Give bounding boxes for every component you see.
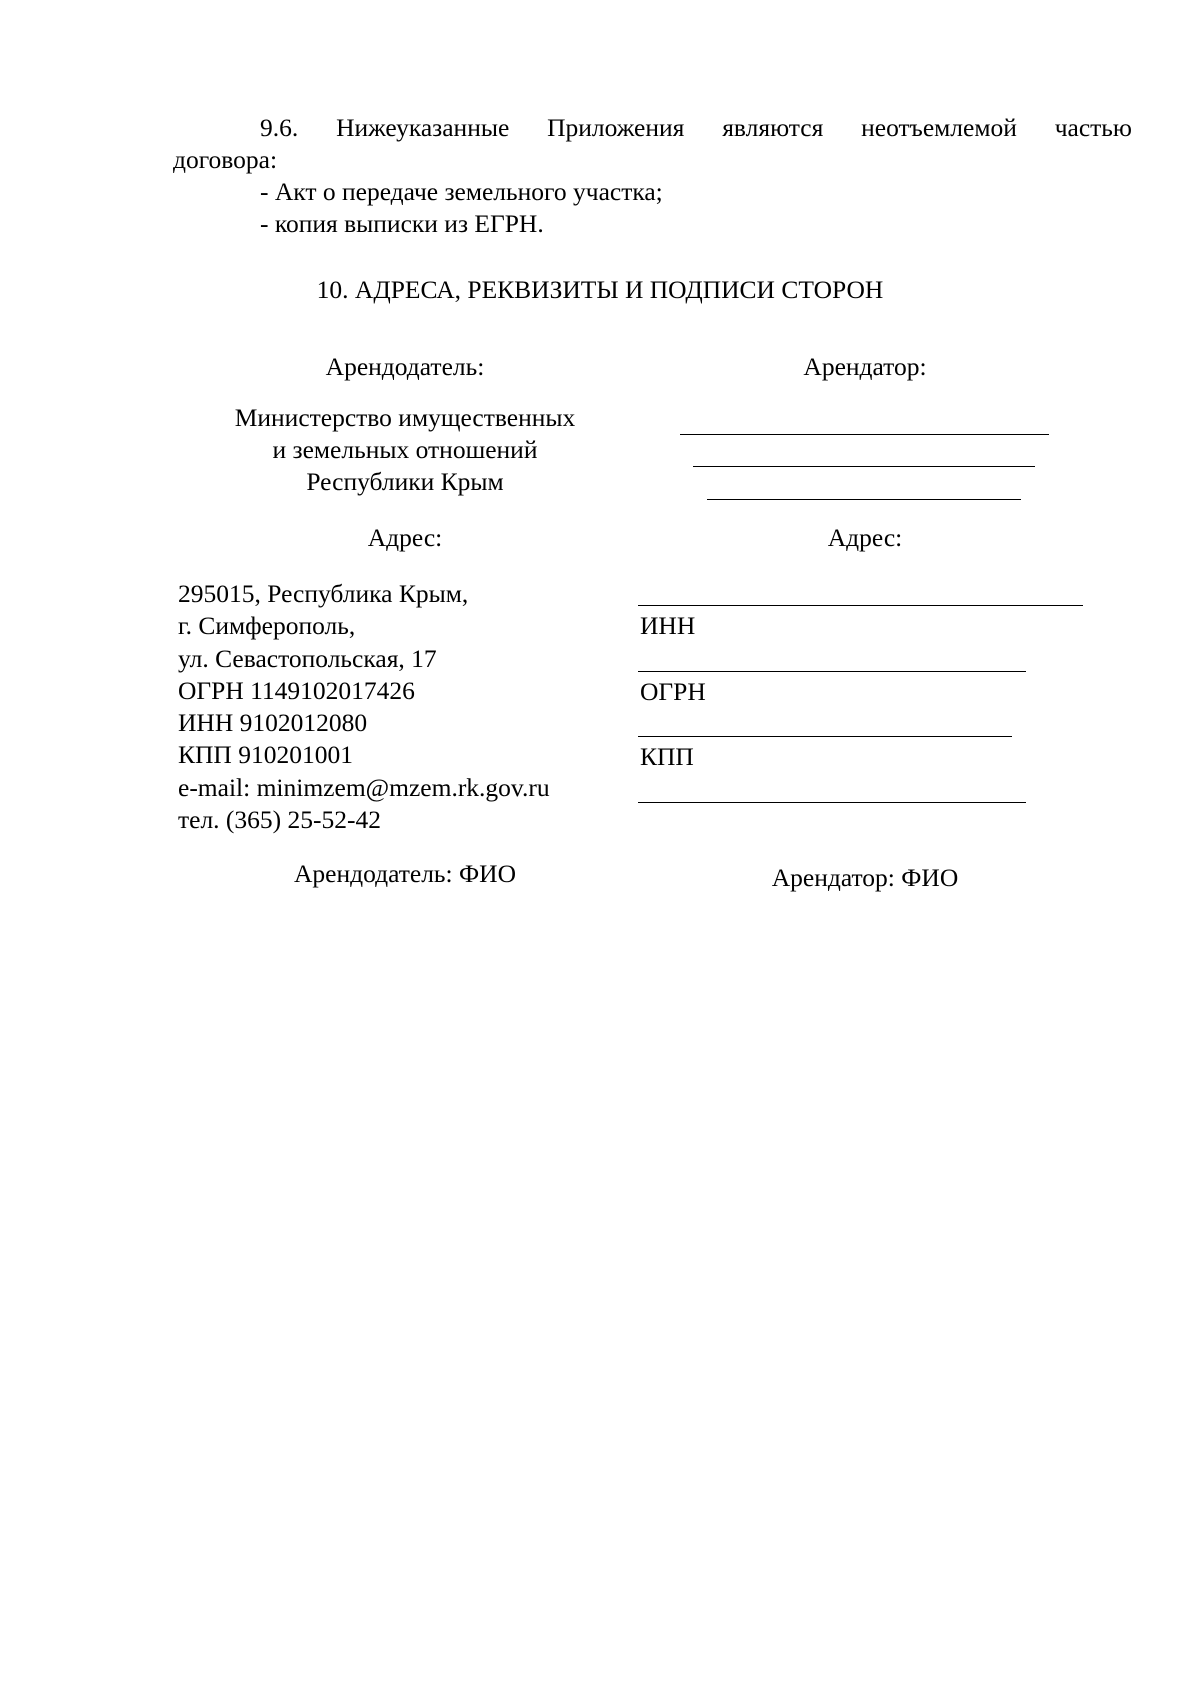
tenant-name-blank-line xyxy=(680,434,1049,435)
landlord-detail-line: г. Симферополь, xyxy=(178,611,356,640)
landlord-org-line: Министерство имущественных xyxy=(234,403,576,432)
appendix-item: - Акт о передаче земельного участка; xyxy=(260,177,663,206)
clause-word: являются xyxy=(722,113,824,142)
clause-word: Приложения xyxy=(547,113,685,142)
tenant-signature: Арендатор: ФИО xyxy=(771,863,959,892)
landlord-detail-line: ул. Севастопольская, 17 xyxy=(178,644,437,673)
appendix-item: - копия выписки из ЕГРН. xyxy=(260,209,544,238)
landlord-address-heading: Адрес: xyxy=(367,523,443,552)
clause-word: неотъемлемой xyxy=(861,113,1017,142)
landlord-kpp: КПП 910201001 xyxy=(178,740,353,769)
landlord-detail-line: 295015, Республика Крым, xyxy=(178,579,469,608)
section-title: 10. АДРЕСА, РЕКВИЗИТЫ И ПОДПИСИ СТОРОН xyxy=(316,275,884,304)
landlord-org-line: и земельных отношений xyxy=(272,435,538,464)
tenant-inn-blank-line xyxy=(638,671,1026,672)
tenant-ogrn-blank-line xyxy=(638,736,1012,737)
tenant-name-blank-line xyxy=(707,499,1021,500)
tenant-address-blank-line xyxy=(638,605,1083,606)
landlord-signature: Арендодатель: ФИО xyxy=(293,859,516,888)
tenant-inn-label: ИНН xyxy=(640,611,696,640)
landlord-org-line: Республики Крым xyxy=(306,467,504,496)
clause-9-6-first-line xyxy=(260,112,1132,144)
tenant-name-blank-line xyxy=(693,466,1035,467)
clause-word: частью xyxy=(1054,113,1132,142)
landlord-heading: Арендодатель: xyxy=(325,352,485,381)
tenant-heading: Арендатор: xyxy=(803,352,927,381)
tenant-address-heading: Адрес: xyxy=(827,523,903,552)
landlord-ogrn: ОГРН 1149102017426 xyxy=(178,676,415,705)
clause-word: 9.6. xyxy=(260,113,299,142)
landlord-email: e-mail: minimzem@mzem.rk.gov.ru xyxy=(178,773,550,802)
tenant-kpp-label: КПП xyxy=(640,742,694,771)
tenant-kpp-blank-line xyxy=(638,802,1026,803)
landlord-phone: тел. (365) 25-52-42 xyxy=(178,805,382,834)
clause-word: Нижеуказанные xyxy=(336,113,510,142)
clause-9-6-continuation: договора: xyxy=(173,145,278,174)
landlord-inn: ИНН 9102012080 xyxy=(178,708,368,737)
tenant-ogrn-label: ОГРН xyxy=(640,677,706,706)
